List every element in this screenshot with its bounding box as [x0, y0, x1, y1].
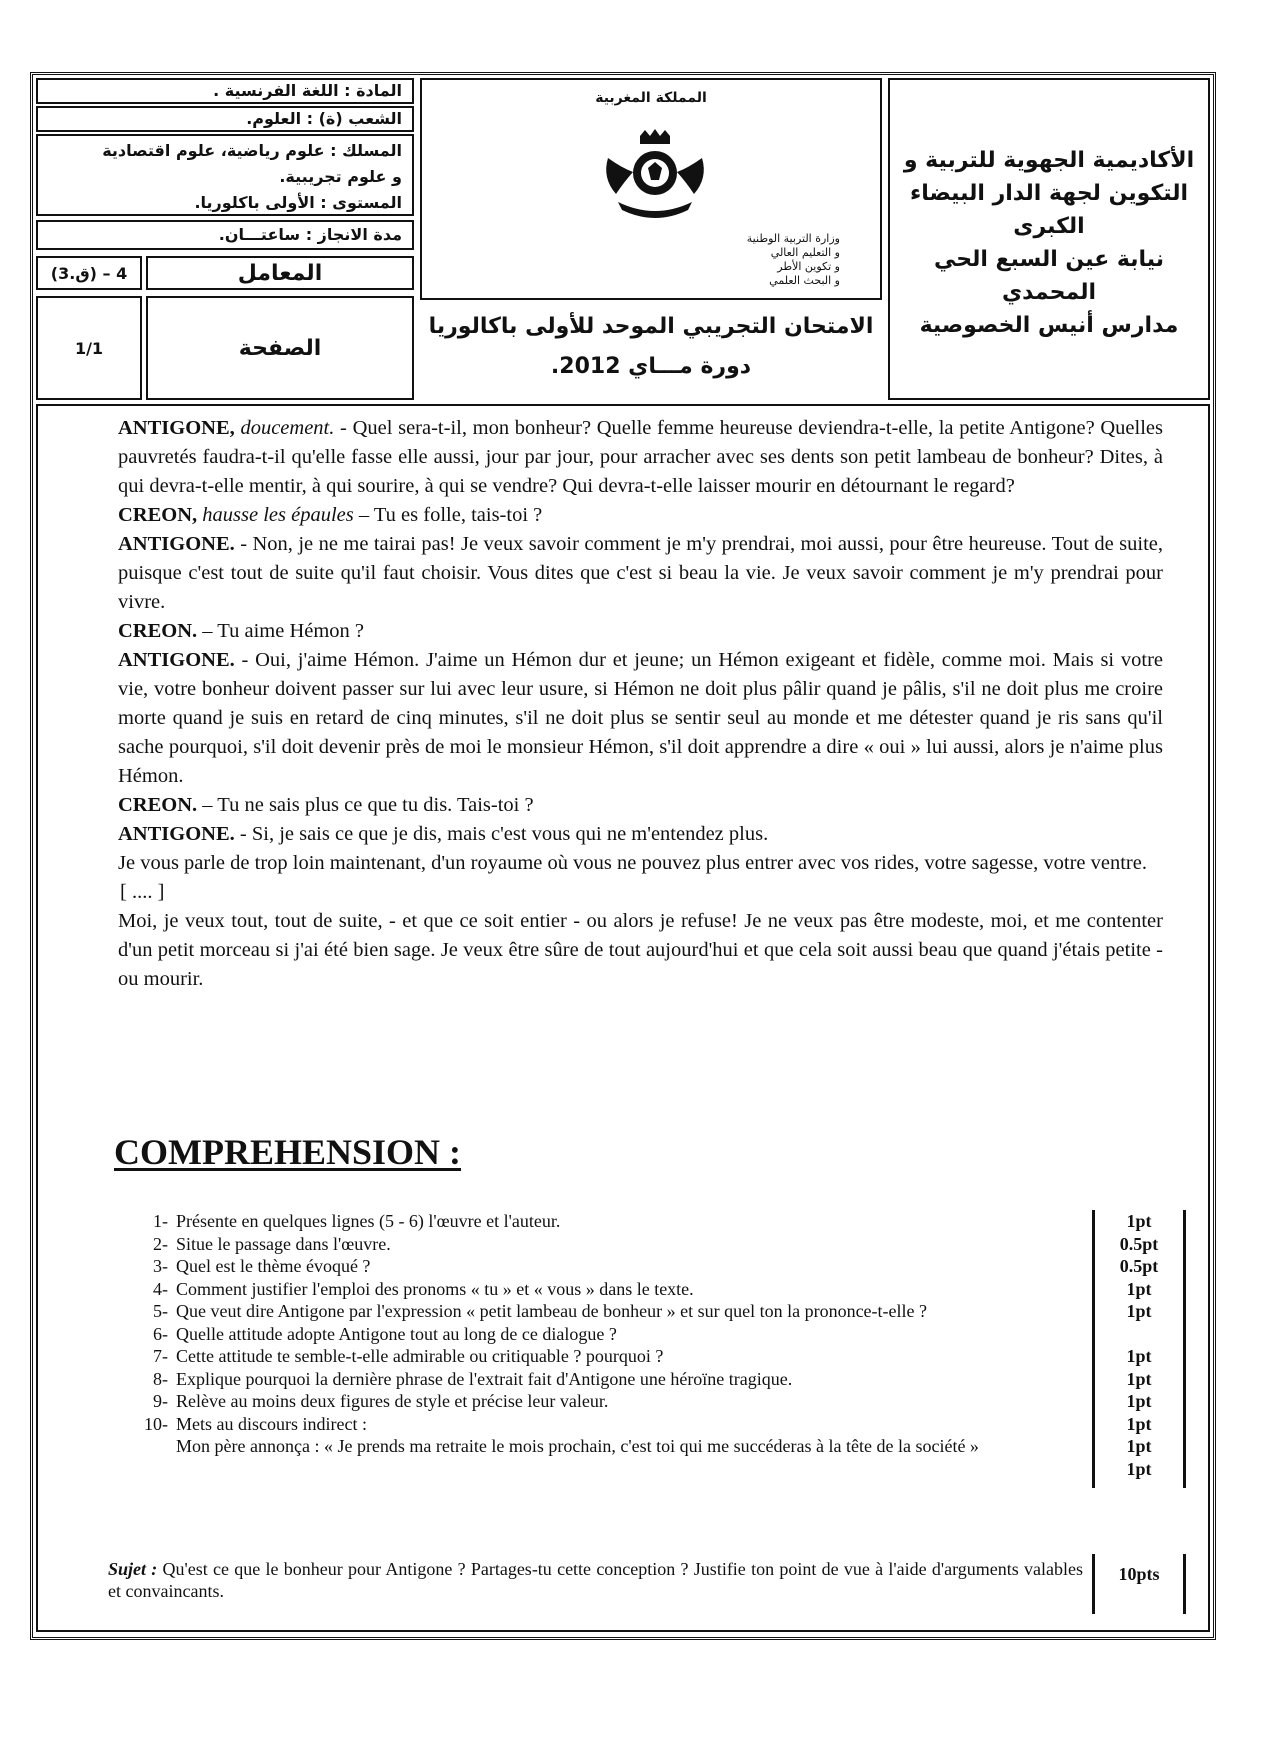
coefficient-row: [36, 256, 414, 290]
question-item: 10- Mets au discours indirect :: [144, 1413, 367, 1434]
kingdom-name: المملكة المغربية: [595, 90, 707, 106]
dialogue-line: Moi, je veux tout, tout de suite, - et que ce soit entier - ou alors je refuse! Je ne veux pas être modeste, moi, et me contenter d'un petit morceau si j'ai été bien sage. Je veux être sûre de tout aujourd'hui et que cela soit aussi beau que quand j'étais petite - ou mourir.: [118, 910, 1163, 990]
question-quote: Mon père annonça : « Je prends ma retraite le mois prochain, c'est toi qui me succéderas à la tête de la société »: [176, 1436, 979, 1456]
page-label: الصفحة: [146, 296, 414, 400]
level-field: المستوى : الأولى باكلوريا.: [194, 193, 402, 212]
question-item: 9- Relève au moins deux figures de style et précise leur valeur.: [153, 1391, 609, 1411]
points-value: 1pt: [1126, 1436, 1152, 1456]
question-item: 8- Explique pourquoi la dernière phrase de l'extrait fait d'Antigone une héroïne tragique.: [153, 1368, 793, 1389]
question-item: 5- Que veut dire Antigone par l'expression « petit lambeau de bonheur » et sur quel ton la prononce-t-elle ?: [153, 1301, 928, 1321]
points-value: 1pt: [1126, 1211, 1152, 1231]
dialogue-line: Je vous parle de trop loin maintenant, d'un royaume où vous ne pouvez plus entrer avec vos rides, votre sagesse, votre ventre.: [118, 852, 1147, 874]
coefficient-value: (3.ق) – 4: [36, 256, 142, 290]
academy-name: الأكاديمية الجهوية للتربية و التكوين لجهة الدار البيضاء الكبرى نيابة عين السبع الحي المحمدي مدارس أنيس الخصوصية: [903, 148, 1195, 338]
track-field: المسلك : علوم رياضية، علوم اقتصادية: [102, 141, 402, 160]
kingdom-panel: [420, 78, 882, 300]
essay-subject: Sujet : Qu'est ce que le bonheur pour Antigone ? Partages-tu cette conception ? Justifie ton point de vue à l'aide d'arguments valables et convaincants.: [108, 1559, 1083, 1601]
comprehension-title: COMPREHENSION :: [114, 1132, 462, 1172]
page-row: [36, 296, 414, 400]
question-item: 1- Présente en quelques lignes (5 - 6) l'œuvre et l'auteur.: [153, 1211, 561, 1231]
exam-session: دورة مـــاي 2012.: [550, 354, 752, 379]
page-value: 1/1: [36, 296, 142, 400]
points-value: 0.5pt: [1119, 1233, 1159, 1254]
points-column: [1092, 1210, 1186, 1488]
dialogue-line: ANTIGONE, doucement. - Quel sera-t-il, mon bonheur? Quelle femme heureuse deviendra-t-elle, la petite Antigone? Quelles pauvretés faudra-t-il qu'elle fasse elle aussi, jour par jour, pour arracher avec ses dents son petit lambeau de bonheur? Dites, à qui devra-t-elle mentir, à qui sourire, à qui se vendre? Qui devra-t-elle laisser mourir en détournant le regard?: [118, 417, 1163, 497]
dialogue-line: ANTIGONE. - Si, je sais ce que je dis, mais c'est vous qui ne m'entendez plus.: [118, 823, 769, 845]
points-value: 1pt: [1126, 1413, 1152, 1434]
excerpt-text: [118, 414, 1163, 994]
question-item: 4- Comment justifier l'emploi des pronoms « tu » et « vous » dans le texte.: [153, 1278, 694, 1299]
track-level-field: [36, 134, 414, 216]
points-value: 1pt: [1126, 1346, 1152, 1366]
dialogue-line: ANTIGONE. - Non, je ne me tairai pas! Je veux savoir comment je m'y prendrai, moi aussi, pour être heureuse. Tout de suite, puisque c'est tout de suite qu'il faut choisir. Vous dites que c'est si beau la vie. Je veux savoir comment je m'y prendrai pour vivre.: [118, 533, 1163, 613]
exam-title-panel: [420, 304, 882, 400]
dialogue-line: ANTIGONE. - Oui, j'aime Hémon. J'aime un Hémon dur et jeune; un Hémon exigeant et fidèle, comme moi. Mais si votre vie, votre bonheur doivent passer sur lui avec leur usure, si Hémon ne doit plus pâlir quand je pâlis, s'il ne doit plus me croire morte quand je suis en retard de cinq minutes, s'il ne doit plus se sentir seul au monde et me détester quand je ris sans qu'il sache pourquoi, s'il doit devenir près de moi le monsieur Hémon, s'il doit apprendre a dire « oui » lui aussi, alors je n'aime plus Hémon.: [118, 649, 1163, 787]
track-field-2: و علوم تجريبية.: [279, 167, 402, 186]
question-list: [124, 1210, 1089, 1458]
points-value: 0.5pt: [1119, 1256, 1159, 1276]
points-value: 1pt: [1126, 1301, 1152, 1321]
dialogue-line: CREON. – Tu aime Hémon ?: [118, 620, 365, 642]
ministry-name: وزارة التربية الوطنية و التعليم العالي و تكوين الأطر و البحث العلمي: [746, 232, 840, 287]
coefficient-label: المعامل: [146, 256, 414, 290]
points-value: 1pt: [1126, 1278, 1152, 1299]
question-item: 7- Cette attitude te semble-t-elle admirable ou critiquable ? pourquoi ?: [153, 1346, 664, 1366]
exam-title: الامتحان التجريبي الموحد للأولى باكالوريا: [428, 314, 874, 339]
question-item: 6- Quelle attitude adopte Antigone tout au long de ce dialogue ?: [153, 1323, 617, 1344]
dialogue-line: CREON. – Tu ne sais plus ce que tu dis. Tais-toi ?: [118, 794, 534, 816]
branch-field: الشعب (ة) : العلوم.: [36, 106, 414, 132]
academy-panel: [888, 78, 1210, 400]
exam-info-panel: [36, 78, 414, 400]
points-value: 1pt: [1126, 1458, 1152, 1479]
duration-field: مدة الانجاز : ساعتـــان.: [36, 220, 414, 250]
coat-of-arms-icon: [600, 128, 710, 218]
essay-points: 10pts: [1092, 1554, 1186, 1614]
question-item: 2- Situe le passage dans l'œuvre.: [153, 1233, 391, 1254]
ellipsis: [ .... ]: [120, 881, 165, 903]
dialogue-line: CREON, hausse les épaules – Tu es folle, tais-toi ?: [118, 504, 543, 526]
question-item: 3- Quel est le thème évoqué ?: [153, 1256, 371, 1276]
subject-field: المادة : اللغة الفرنسية .: [36, 78, 414, 104]
points-value: 1pt: [1126, 1391, 1152, 1411]
points-value: [1095, 1323, 1183, 1346]
exam-header: [36, 78, 1210, 400]
exam-body: [36, 404, 1210, 1632]
points-value: 1pt: [1126, 1368, 1152, 1389]
